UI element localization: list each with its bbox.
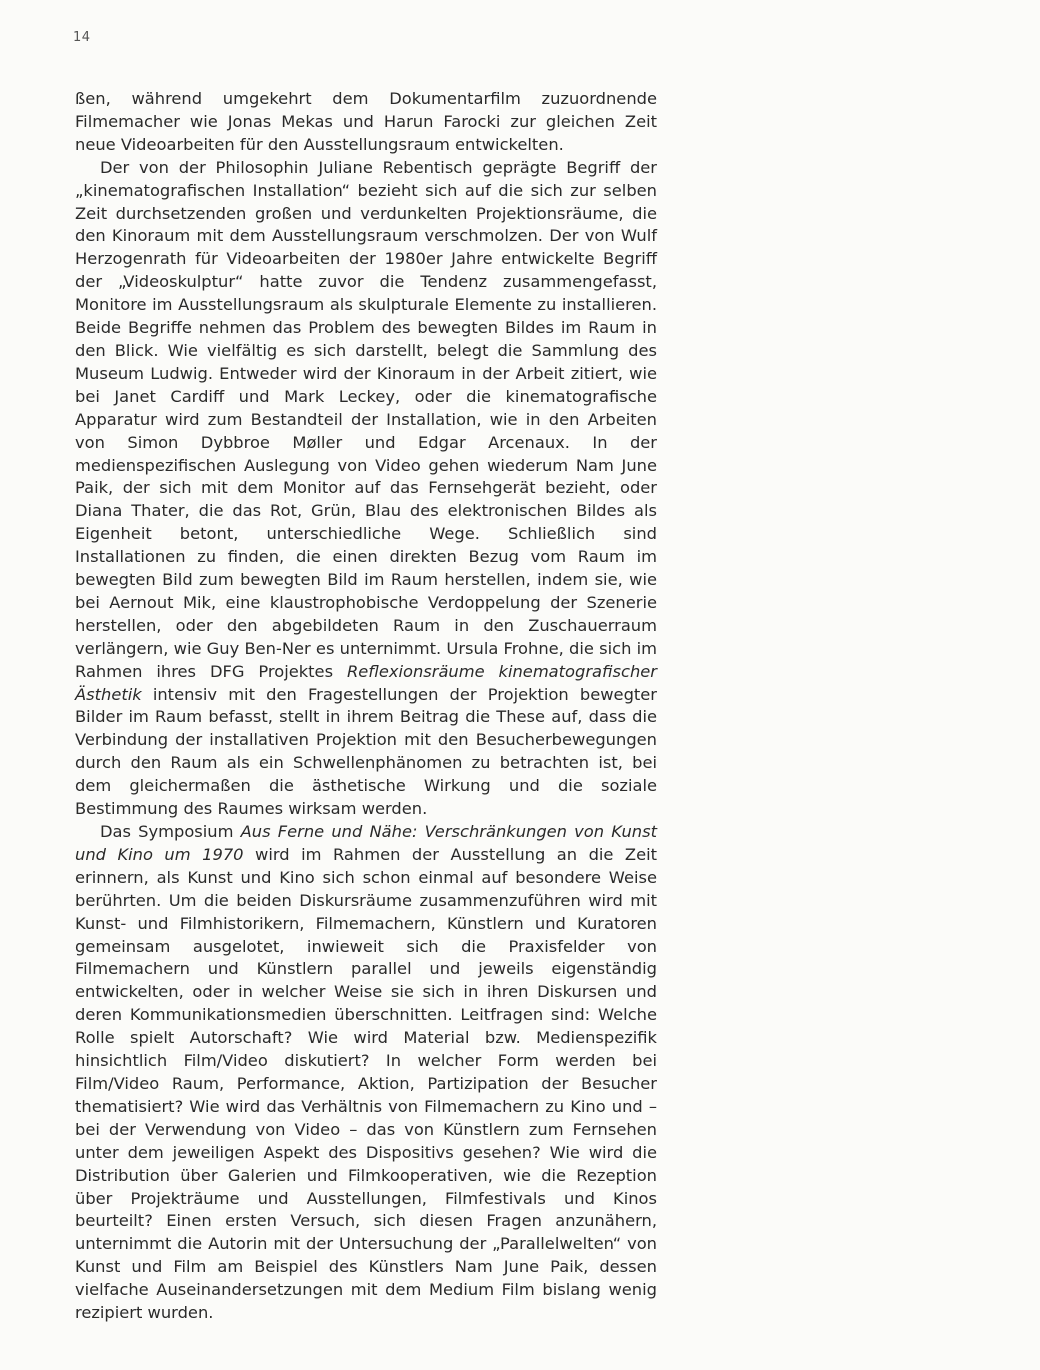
body-text [75,88,657,1325]
page-number: 14 [73,30,91,45]
paragraph-2 [75,157,657,821]
paragraph-2-text-a: Der von der Philosophin Juliane Rebentisch geprägte Begriff der „kinematografischen Installation“ bezieht sich auf die sich zur selben Zeit durchsetzenden großen und verdunkelten Projektionsräume, die den Kinoraum mit dem Ausstellungsraum verschmolzen. Der von Wulf Herzogenrath für Videoarbeiten der 1980er Jahre entwickelte Begriff der „Videoskulptur“ hatte zuvor die Tendenz zusammengefasst, Monitore im Ausstellungsraum als skulpturale Elemente zu installieren. Beide Begriffe nehmen das Problem des bewegten Bildes im Raum in den Blick. Wie vielfältig es sich darstellt, belegt die Sammlung des Museum Ludwig. Entweder wird der Kinoraum in der Arbeit zitiert, wie bei Janet Cardiff und Mark Leckey, oder die kinematografische Apparatur wird zum Bestandteil der Installation, wie in den Arbeiten von Simon Dybbroe Møller und Edgar Arcenaux. In der medienspezifischen Auslegung von Video gehen wiederum Nam June Paik, der sich mit dem Monitor auf das Fernsehgerät bezieht, oder Diana Thater, die das Rot, Grün, Blau des elektronischen Bildes als Eigenheit betont, unterschiedliche Wege. Schließlich sind Installationen zu finden, die einen direkten Bezug vom Raum im bewegten Bild zum bewegten Bild im Raum herstellen, indem sie, wie bei Aernout Mik, eine klaustrophobische Verdoppelung der Szenerie herstellen, oder den abgebildeten Raum in den Zuschauerraum verlängern, wie Guy Ben-Ner es unternimmt. Ursula Frohne, die sich im Rahmen ihres DFG Projektes [75,157,657,681]
paragraph-3 [75,821,657,1325]
paragraph-3-text-b: wird im Rahmen der Ausstellung an die Zeit erinnern, als Kunst und Kino sich schon einmal auf besondere Weise berührten. Um die beiden Diskursräume zusammenzuführen wird mit Kunst- und Filmhistorikern, Filmemachern, Künstlern und Kuratoren gemeinsam ausgelotet, inwieweit sich die Praxisfelder von Filmemachern und Künstlern parallel und jeweils eigenständig entwickelten, oder in welcher Weise sie sich in ihren Diskursen und deren Kommunikationsmedien überschnitten. Leitfragen sind: Welche Rolle spielt Autorschaft? Wie wird Material bzw. Medienspezifik hinsichtlich Film/Video diskutiert? In welcher Form werden bei Film/Video Raum, Performance, Aktion, Partizipation der Besucher thematisiert? Wie wird das Verhältnis von Filmemachern zu Kino und – bei der Verwendung von Video – das von Künstlern zum Fernsehen unter dem jeweiligen Aspekt des Dispositivs gesehen? Wie wird die Distribution über Galerien und Filmkooperativen, wie die Rezeption über Projekträume und Ausstellungen, Filmfestivals und Kinos beurteilt? Einen ersten Versuch, sich diesen Fragen anzunähern, unternimmt die Autorin mit der Untersuchung der „Parallelwelten“ von Kunst und Film am Beispiel des Künstlers Nam June Paik, dessen vielfache Auseinandersetzungen mit dem Medium Film bislang wenig rezipiert wurden. [75,844,658,1323]
paragraph-2-text-b: intensiv mit den Fragestellungen der Projektion bewegter Bilder im Raum befasst, stellt in ihrem Beitrag die These auf, dass die Verbindung der installativen Projektion mit den Besucherbewegungen durch den Raum als ein Schwellenphänomen zu betrachten ist, bei dem gleichermaßen die ästhetische Wirkung und die soziale Bestimmung des Raumes wirksam werden. [75,684,657,819]
project-title: Reflexionsräume kinematografischer Ästhetik [75,661,657,704]
symposium-title: Aus Ferne und Nähe: Verschränkungen von Kunst und Kino um 1970 [75,822,657,864]
paragraph-3-text-a: Das Symposium [100,822,241,841]
paragraph-1: ßen, während umgekehrt dem Dokumentarfilm zuzuordnende Filmemacher wie Jonas Mekas und Harun Farocki zur gleichen Zeit neue Videoarbeiten für den Ausstellungsraum entwickelten. [75,89,657,154]
